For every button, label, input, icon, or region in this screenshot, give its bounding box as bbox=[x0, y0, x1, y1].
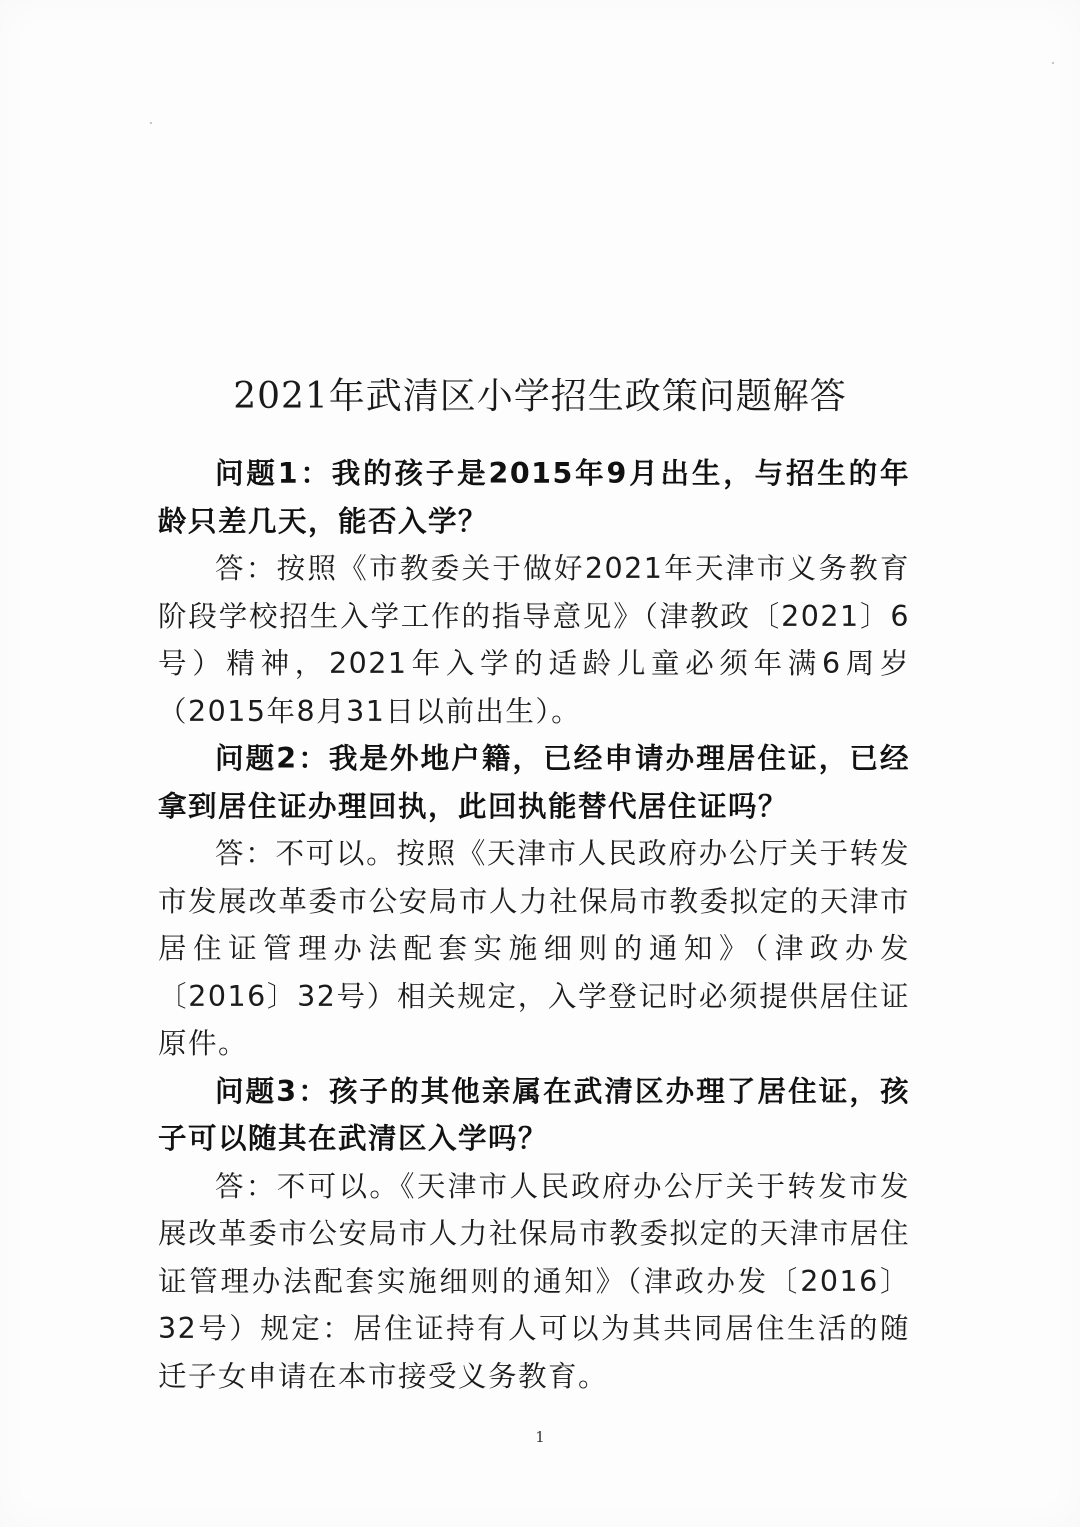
answer-1: 答：按照《市教委关于做好2021年天津市义务教育阶段学校招生入学工作的指导意见》（津教政〔2021〕6号）精神，2021年入学的适龄儿童必须年满6周岁（2015年8月31日以前出生）。 bbox=[158, 552, 910, 728]
scan-speck bbox=[1052, 62, 1054, 64]
question-2: 问题2：我是外地户籍，已经申请办理居住证，已经拿到居住证办理回执，此回执能替代居住证吗？ bbox=[158, 742, 910, 823]
page-number: 1 bbox=[535, 1428, 545, 1446]
scan-speck bbox=[150, 122, 152, 124]
question-3: 问题3：孩子的其他亲属在武清区办理了居住证，孩子可以随其在武清区入学吗？ bbox=[158, 1074, 910, 1155]
answer-2: 答：不可以。按照《天津市人民政府办公厅关于转发市发展改革委市公安局市人力社保局市教委拟定的天津市居住证管理办法配套实施细则的通知》（津政办发〔2016〕32号）相关规定，入学登记时必须提供居住证原件。 bbox=[158, 837, 910, 1060]
document-body bbox=[158, 450, 910, 1400]
document-title: 2021年武清区小学招生政策问题解答 bbox=[233, 376, 847, 417]
question-1: 问题1：我的孩子是2015年9月出生，与招生的年龄只差几天，能否入学？ bbox=[158, 457, 910, 538]
answer-3: 答：不可以。《天津市人民政府办公厅关于转发市发展改革委市公安局市人力社保局市教委拟定的天津市居住证管理办法配套实施细则的通知》（津政办发〔2016〕32号）规定：居住证持有人可以为其共同居住生活的随迁子女申请在本市接受义务教育。 bbox=[158, 1169, 910, 1393]
